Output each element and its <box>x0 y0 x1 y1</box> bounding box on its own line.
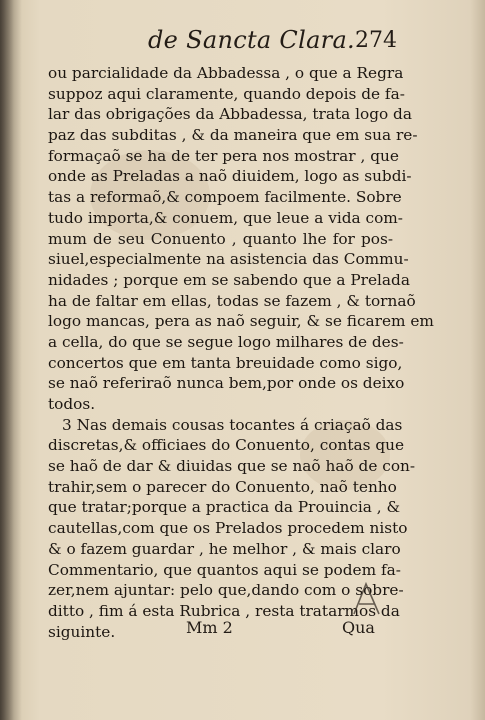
text-line: formaçaõ se ha de ter pera nos mostrar , que <box>48 146 399 165</box>
text-line: que tratar;porque a practica da Prouincia , & <box>48 498 401 517</box>
text-line: cautellas,com que os Prelados procedem nisto <box>48 519 408 538</box>
text-line: paz das subditas , & da maneira que em sua re- <box>48 126 418 145</box>
text-line: lar das obrigações da Abbadessa, trata logo da <box>48 105 412 124</box>
text-line: onde as Preladas a naõ diuidem, logo as subdi- <box>48 167 412 186</box>
text-line: tudo importa,& conuem, que leue a vida com- <box>48 208 403 227</box>
text-line: & o fazem guardar , he melhor , & mais claro <box>48 539 401 558</box>
text-line: zer,nem ajuntar: pelo que,dando com o sobre- <box>48 581 404 600</box>
running-title: de Sancta Clara. <box>148 26 355 54</box>
page-header <box>0 26 485 60</box>
text-line: ditto , fim á esta Rubrica , resta tratarmos da <box>48 601 400 620</box>
signature-mark: Mm 2 <box>186 618 233 637</box>
text-line: siuel,especialmente na asistencia das Commu- <box>48 250 409 269</box>
text-line: mum de seu Conuento , quanto lhe for pos- <box>48 229 393 248</box>
paragraph-start-line: 3 Nas demais cousas tocantes á criaçaõ das <box>62 415 403 434</box>
text-line: se haõ de dar & diuidas que se naõ haõ de con- <box>48 457 416 476</box>
text-line: se naõ referiraõ nunca bem,por onde os deixo <box>48 374 405 393</box>
text-line: a cella, do que se segue logo milhares de des- <box>48 332 404 351</box>
gutter-shadow <box>0 0 22 720</box>
text-line: ha de faltar em ellas, todas se fazem , & tornaõ <box>48 291 416 310</box>
text-line: Commentario, que quantos aqui se podem fa- <box>48 560 401 579</box>
text-line: suppoz aqui claramente, quando depois de fa- <box>48 84 405 103</box>
page-number: 274 <box>355 28 397 53</box>
text-line: tas a reformaõ,& compoem facilmente. Sobre <box>48 188 402 207</box>
text-line: logo mancas, pera as naõ seguir, & se ficarem em <box>48 312 434 331</box>
text-line: nidades ; porque em se sabendo que a Prelada <box>48 270 410 289</box>
text-line: siguinte. <box>48 622 116 641</box>
text-line: concertos que em tanta breuidade como sigo, <box>48 353 403 372</box>
text-line: trahir,sem o parecer do Conuento, naõ tenho <box>48 477 397 496</box>
text-line: todos. <box>48 395 96 413</box>
text-line: ou parcialidade da Abbadessa , o que a Regra <box>48 64 404 82</box>
body-text <box>48 63 434 642</box>
page-footer <box>0 618 485 642</box>
text-line: discretas,& officiaes do Conuento, contas que <box>48 436 405 455</box>
catchword: Qua <box>342 618 375 637</box>
handwritten-mark <box>350 580 384 618</box>
